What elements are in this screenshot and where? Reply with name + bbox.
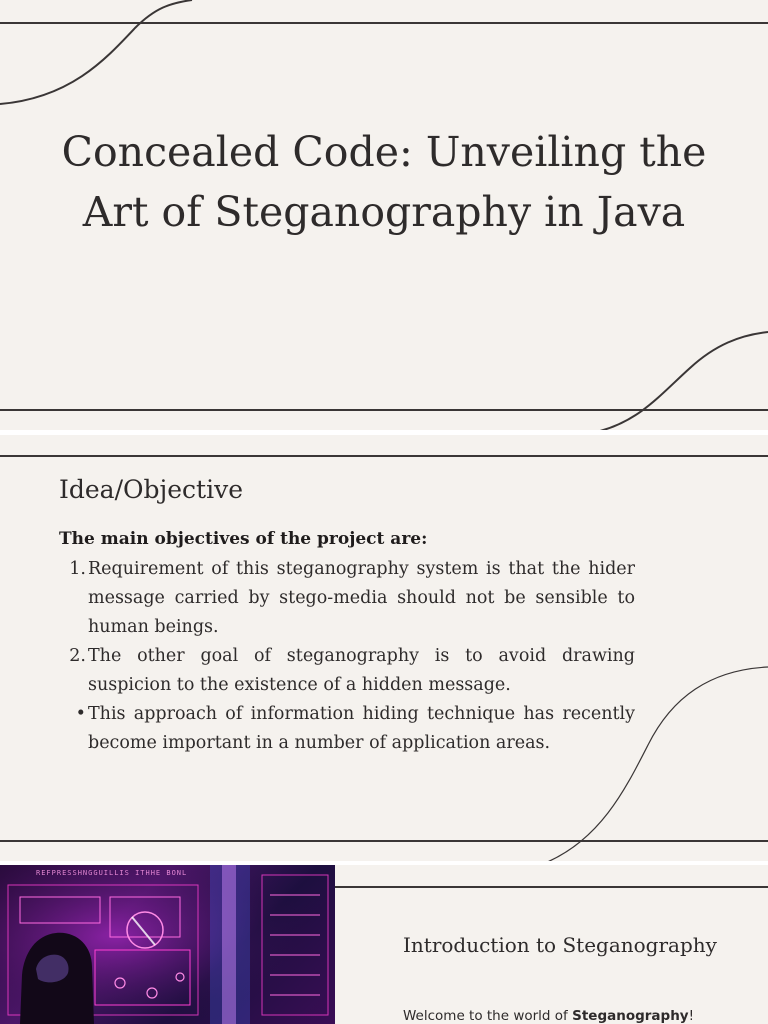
list-marker: 2.	[69, 646, 86, 666]
intro-slide	[0, 865, 768, 1024]
intro-text	[403, 1008, 694, 1024]
cyber-hacker-image	[0, 865, 335, 1024]
title-slide	[0, 0, 768, 430]
presentation-title	[40, 122, 728, 242]
section-heading: Idea/Objective	[59, 475, 244, 504]
bottom-rule	[0, 840, 768, 842]
list-item-text: The other goal of steganography is to avoid drawing suspicion to the existence of a hidden message.	[88, 646, 635, 695]
intro-text-bold: Steganography	[572, 1008, 689, 1024]
title-line-2: Art of Steganography in Java	[82, 188, 686, 236]
list-marker: 1.	[69, 559, 86, 579]
intro-heading: Introduction to Steganography	[403, 933, 717, 957]
bullet-marker: •	[75, 704, 86, 724]
bottom-rule	[0, 409, 768, 411]
objectives-list	[59, 555, 635, 758]
title-line-1: Concealed Code: Unveiling the	[61, 128, 707, 176]
neon-screen-illustration	[0, 865, 335, 1024]
list-item	[59, 700, 635, 758]
top-rule	[0, 22, 768, 24]
screen-ticker-text: REFPRESSHNGGUILLIS ITHHE BONL	[36, 869, 188, 877]
objectives-lead: The main objectives of the project are:	[59, 529, 428, 549]
top-rule	[0, 455, 768, 457]
intro-text-suffix: !	[688, 1008, 695, 1024]
list-item-text: This approach of information hiding technique has recently become important in a number of application areas.	[88, 704, 635, 753]
list-item	[59, 642, 635, 700]
intro-text-prefix: Welcome to the world of	[403, 1008, 573, 1024]
list-item	[59, 555, 635, 642]
objective-slide	[0, 435, 768, 861]
list-item-text: Requirement of this steganography system is that the hider message carried by stego-media should not be sensible to human beings.	[88, 559, 635, 637]
